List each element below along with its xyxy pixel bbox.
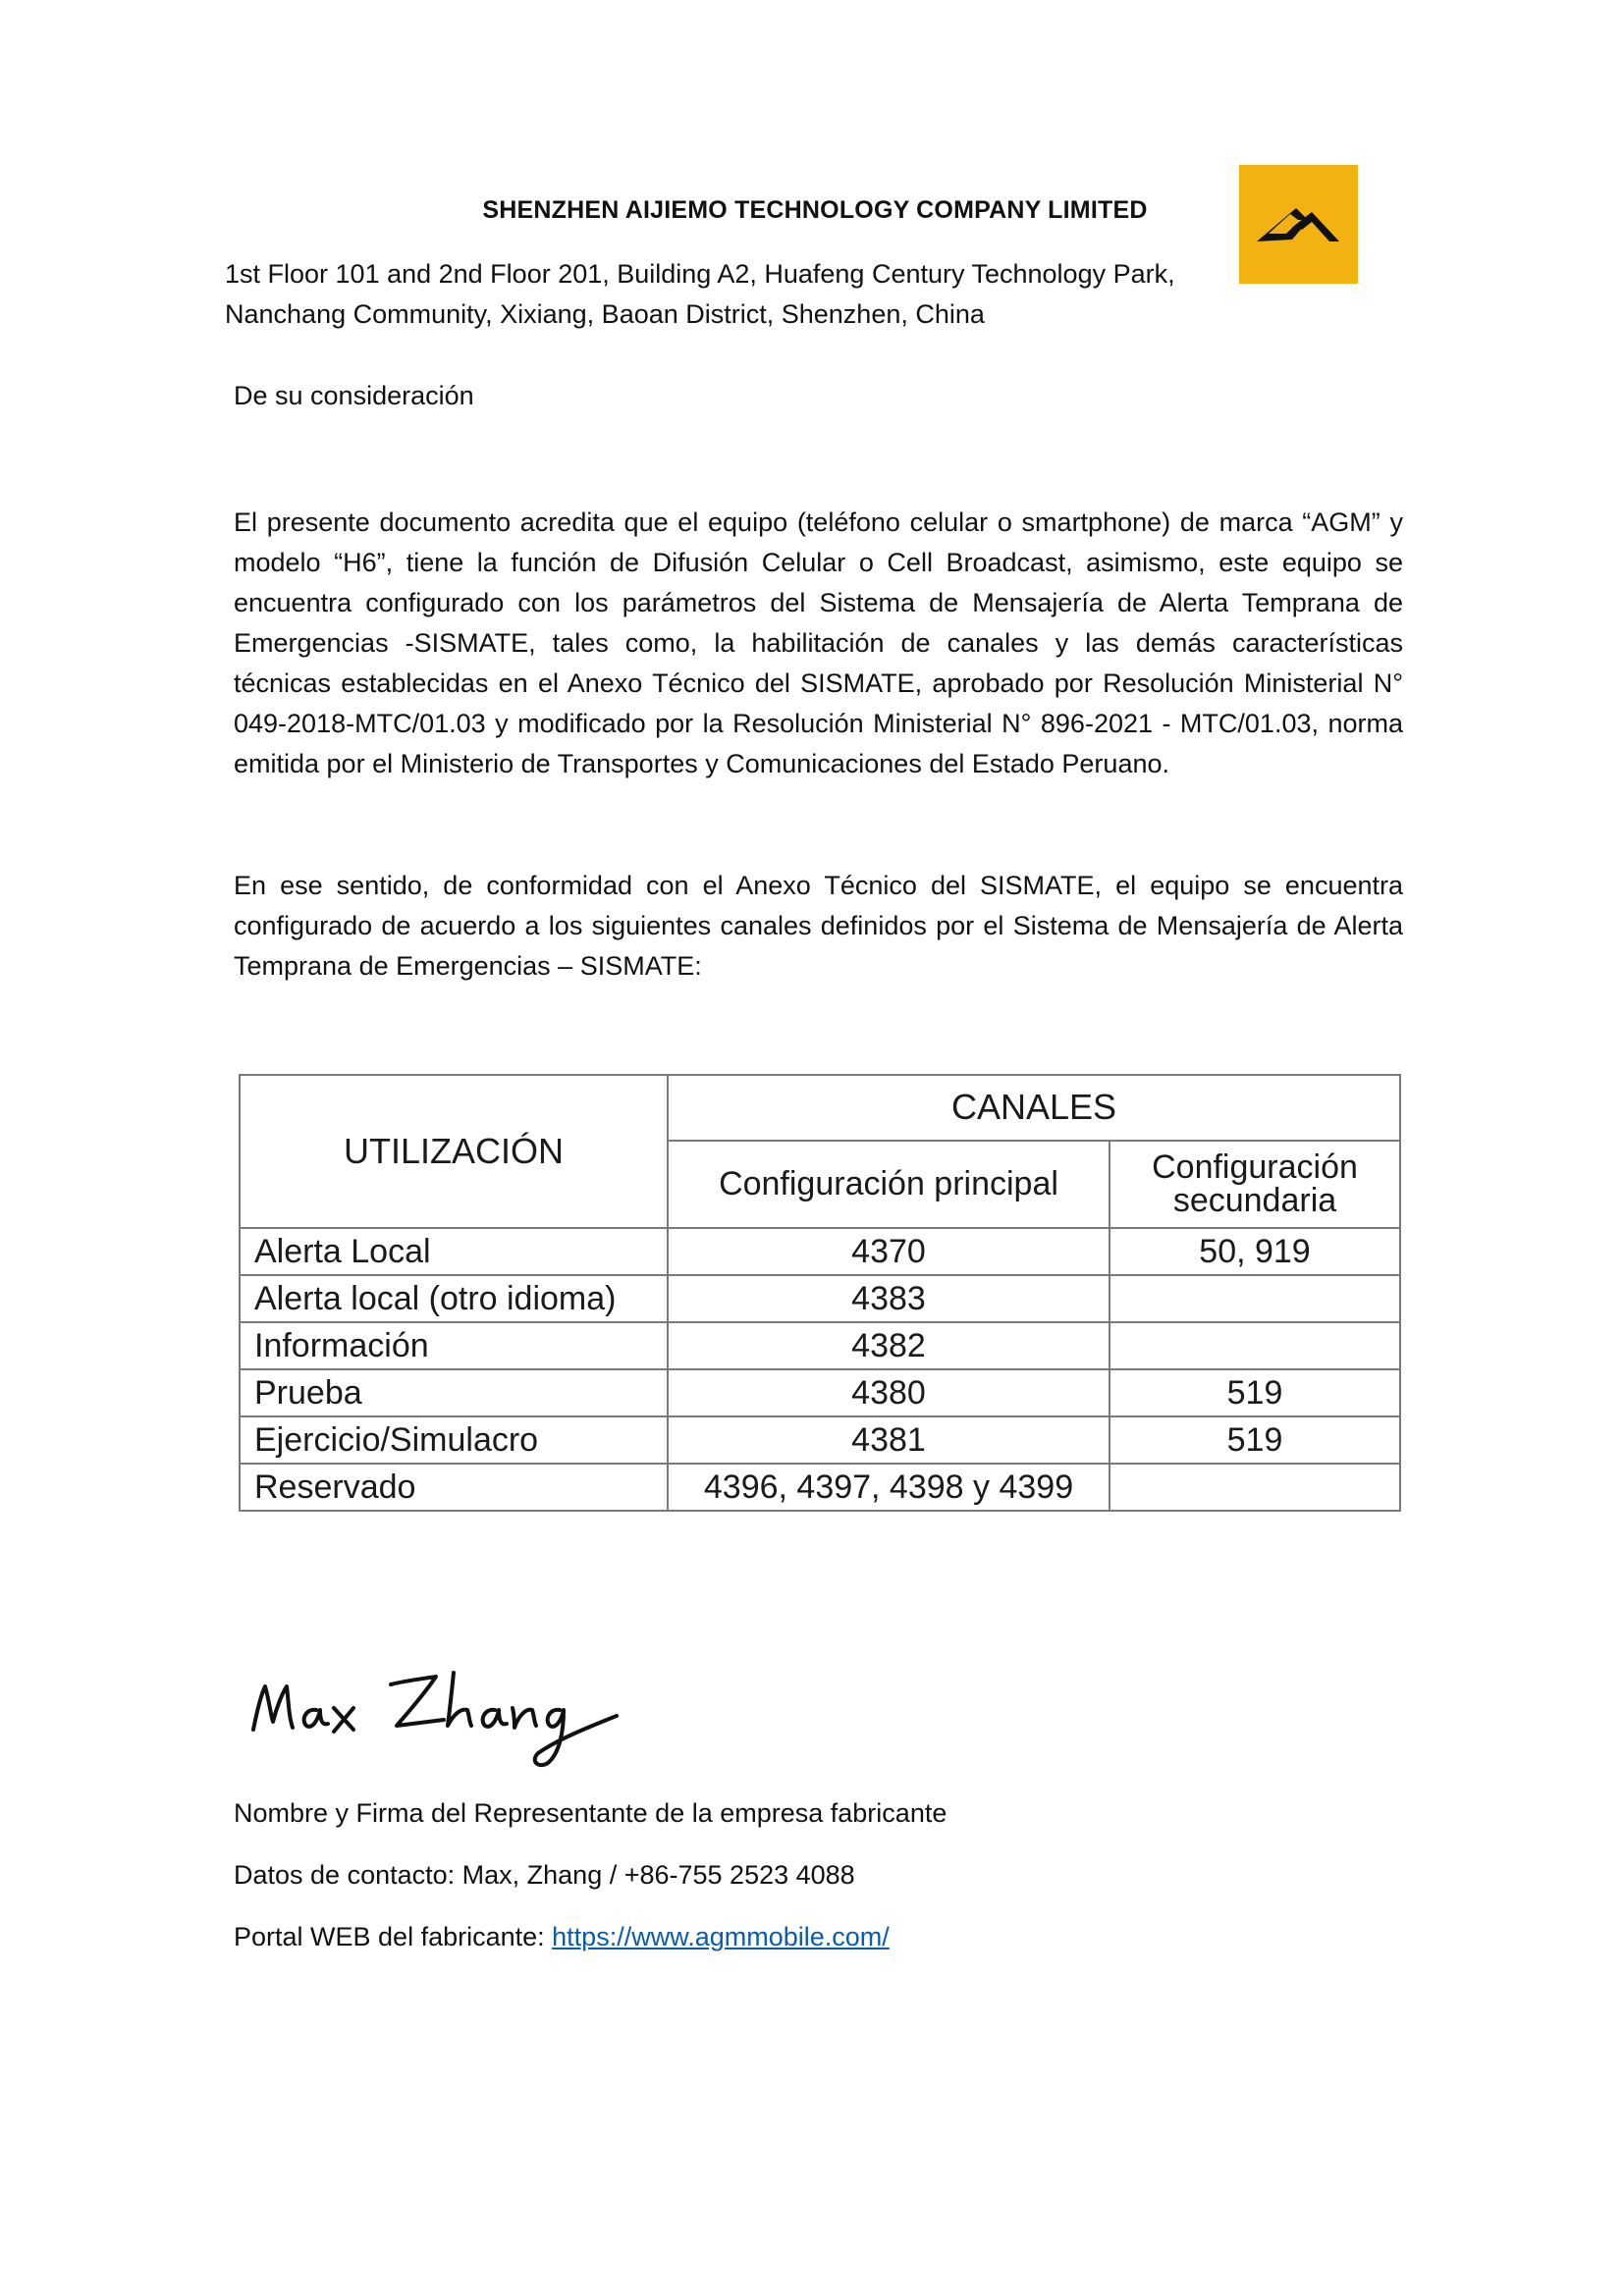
primary-channel-cell: 4380 (668, 1369, 1110, 1416)
paragraph-channels-intro: En ese sentido, de conformidad con el Anexo Técnico del SISMATE, el equipo se encuentra configurado de acuerdo a los siguientes canales definidos por el Sistema de Mensajería de Alerta Temprana de Emergencias – SISMATE: (234, 871, 1403, 981)
manufacturer-portal (234, 1922, 890, 1952)
usage-cell: Ejercicio/Simulacro (240, 1416, 668, 1464)
secondary-channel-cell (1110, 1275, 1400, 1322)
primary-channel-cell: 4370 (668, 1228, 1110, 1275)
usage-cell: Información (240, 1322, 668, 1369)
primary-channel-cell: 4381 (668, 1416, 1110, 1464)
usage-cell: Prueba (240, 1369, 668, 1416)
greeting: De su consideración (234, 381, 474, 410)
channel-table (239, 1074, 1401, 1512)
header-secondary-config: Configuración secundaria (1110, 1141, 1400, 1228)
contact-info: Datos de contacto: Max, Zhang / +86-755 2523 4088 (234, 1860, 855, 1890)
company-address (225, 254, 1246, 335)
header-usage: UTILIZACIÓN (240, 1075, 668, 1228)
signature-label: Nombre y Firma del Representante de la empresa fabricante (234, 1798, 947, 1828)
secondary-channel-cell: 519 (1110, 1416, 1400, 1464)
usage-cell: Reservado (240, 1464, 668, 1511)
primary-channel-cell: 4396, 4397, 4398 y 4399 (668, 1464, 1110, 1511)
primary-channel-cell: 4382 (668, 1322, 1110, 1369)
header-channels: CANALES (668, 1075, 1400, 1141)
table-row (240, 1464, 1400, 1511)
portal-link[interactable]: https://www.agmmobile.com/ (552, 1922, 890, 1951)
agm-logo-icon (1239, 165, 1358, 284)
table-row (240, 1322, 1400, 1369)
table-row (240, 1369, 1400, 1416)
company-name: SHENZHEN AIJIEMO TECHNOLOGY COMPANY LIMITED (482, 196, 1148, 224)
table-row (240, 1228, 1400, 1275)
table-row (240, 1275, 1400, 1322)
address-line-2: Nanchang Community, Xixiang, Baoan District, Shenzhen, China (225, 299, 985, 329)
table-row (240, 1416, 1400, 1464)
secondary-channel-cell: 50, 919 (1110, 1228, 1400, 1275)
secondary-channel-cell (1110, 1322, 1400, 1369)
usage-cell: Alerta Local (240, 1228, 668, 1275)
header-primary-config: Configuración principal (668, 1141, 1110, 1228)
secondary-channel-cell (1110, 1464, 1400, 1511)
secondary-channel-cell: 519 (1110, 1369, 1400, 1416)
paragraph-certification: El presente documento acredita que el equipo (teléfono celular o smartphone) de marca “AGM” y modelo “H6”, tiene la función de Difusión Celular o Cell Broadcast, asimismo, este equipo se encuentra configurado con los parámetros del Sistema de Mensajería de Alerta Temprana de Emergencias -SISMATE, tales como, la habilitación de canales y las demás características técnicas establecidas en el Anexo Técnico del SISMATE, aprobado por Resolución Ministerial N° 049-2018-MTC/01.03 y modificado por la Resolución Ministerial N° 896-2021 - MTC/01.03, norma emitida por el Ministerio de Transportes y Comunicaciones del Estado Peruano. (234, 507, 1403, 778)
handwritten-signature (244, 1659, 626, 1777)
usage-cell: Alerta local (otro idioma) (240, 1275, 668, 1322)
primary-channel-cell: 4383 (668, 1275, 1110, 1322)
address-line-1: 1st Floor 101 and 2nd Floor 201, Building A2, Huafeng Century Technology Park, (225, 259, 1175, 289)
portal-label: Portal WEB del fabricante: (234, 1922, 553, 1951)
